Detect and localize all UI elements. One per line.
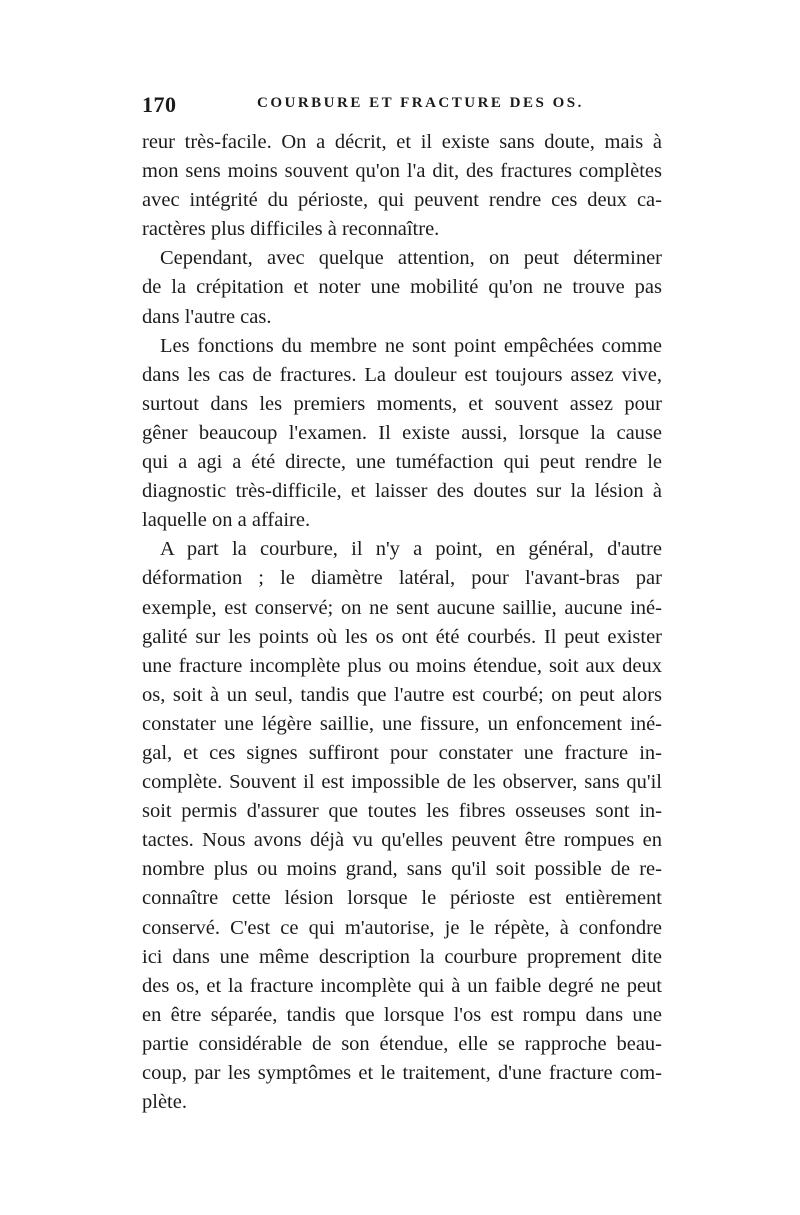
- text-line: surtout dans les premiers moments, et souvent assez pour: [142, 392, 662, 415]
- text-line: des os, et la fracture incomplète qui à un faible degré ne peut: [142, 974, 662, 997]
- text-line: complète. Souvent il est impossible de les observer, sans qu'il: [142, 771, 662, 794]
- text-line: gêner beaucoup l'examen. Il existe aussi, lorsque la cause: [142, 421, 662, 444]
- text-line: ractères plus difficiles à reconnaître.: [142, 218, 440, 241]
- text-line: une fracture incomplète plus ou moins étendue, soit aux deux: [142, 654, 662, 677]
- text-line: os, soit à un seul, tandis que l'autre est courbé; on peut alors: [142, 683, 662, 706]
- text-line: A part la courbure, il n'y a point, en général, d'autre: [160, 538, 662, 561]
- text-line: Cependant, avec quelque attention, on peut déterminer: [160, 247, 662, 270]
- text-line: dans l'autre cas.: [142, 305, 272, 328]
- running-head: COURBURE ET FRACTURE DES OS.: [257, 95, 584, 111]
- text-line: nombre plus ou moins grand, sans qu'il soit possible de re-: [142, 858, 662, 881]
- text-line: partie considérable de son étendue, elle se rapproche beau-: [142, 1032, 662, 1055]
- text-line: galité sur les points où les os ont été courbés. Il peut exister: [142, 625, 662, 648]
- text-line: connaître cette lésion lorsque le périoste est entièrement: [142, 887, 662, 910]
- text-line: Les fonctions du membre ne sont point empêchées comme: [160, 334, 662, 357]
- page-header: [142, 92, 662, 122]
- text-line: conservé. C'est ce qui m'autorise, je le répète, à confondre: [142, 916, 662, 939]
- text-line: diagnostic très-difficile, et laisser des doutes sur la lésion à: [142, 480, 662, 503]
- text-line: soit permis d'assurer que toutes les fibres osseuses sont in-: [142, 800, 662, 823]
- text-line: avec intégrité du périoste, qui peuvent rendre ces deux ca-: [142, 189, 662, 212]
- text-line: exemple, est conservé; on ne sent aucune saillie, aucune iné-: [142, 596, 662, 619]
- text-line: reur très-facile. On a décrit, et il existe sans doute, mais à: [142, 131, 662, 153]
- text-line: tactes. Nous avons déjà vu qu'elles peuvent être rompues en: [142, 829, 662, 852]
- text-line: en être séparée, tandis que lorsque l'os est rompu dans une: [142, 1003, 662, 1026]
- text-line: plète.: [142, 1091, 187, 1114]
- text-line: coup, par les symptômes et le traitement, d'une fracture com-: [142, 1062, 662, 1084]
- text-line: déformation ; le diamètre latéral, pour l'avant-bras par: [142, 567, 662, 590]
- text-line: mon sens moins souvent qu'on l'a dit, des fractures complètes: [142, 160, 662, 183]
- page-number: 170: [142, 92, 177, 117]
- text-line: constater une légère saillie, une fissure, un enfoncement iné-: [142, 712, 662, 735]
- body-text: [142, 128, 662, 1117]
- text-line: de la crépitation et noter une mobilité qu'on ne trouve pas: [142, 276, 662, 299]
- text-line: qui a agi a été directe, une tuméfaction qui peut rendre le: [142, 451, 662, 474]
- text-line: dans les cas de fractures. La douleur est toujours assez vive,: [142, 363, 662, 386]
- text-line: gal, et ces signes suffiront pour constater une fracture in-: [142, 741, 662, 764]
- text-line: laquelle on a affaire.: [142, 509, 311, 532]
- text-line: ici dans une même description la courbure proprement dite: [142, 945, 662, 968]
